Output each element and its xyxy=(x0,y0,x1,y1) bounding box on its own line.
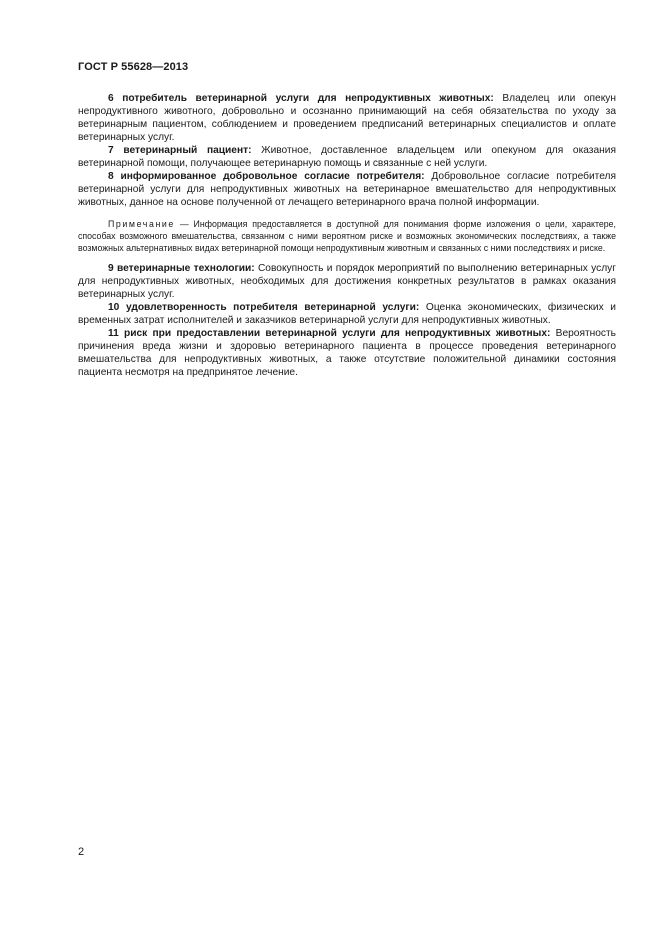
term-definition: Добровольное согласие потребителя ветеринарной услуги для непродуктивных животных на ветеринарное вмешательство для непродуктивных животных, данное на основе полученной от лечащего ветеринарного врача полной информации. xyxy=(78,171,616,208)
term-6 xyxy=(78,92,616,144)
term-title: ветеринарный пациент: xyxy=(123,145,252,156)
term-paragraph xyxy=(78,327,616,379)
term-number: 9 xyxy=(108,263,114,274)
term-definition: Оценка экономических, физических и временных затрат исполнителей и заказчиков ветеринарной услуги для непродуктивных животных. xyxy=(78,302,616,326)
term-title: удовлетворенность потребителя ветеринарной услуги: xyxy=(125,302,420,313)
term-definition: Животное, доставленное владельцем или опекуном для оказания ветеринарной помощи, получающее ветеринарную помощь и связанные с ней услуги. xyxy=(78,145,616,169)
standard-code-header: ГОСТ Р 55628—2013 xyxy=(78,61,189,73)
term-10 xyxy=(78,301,616,327)
page-number: 2 xyxy=(78,846,85,858)
term-11 xyxy=(78,327,616,379)
term-number: 10 xyxy=(108,302,120,313)
term-number: 6 xyxy=(108,93,114,104)
term-title: ветеринарные технологии: xyxy=(116,263,255,274)
note-text: Информация предоставляется в доступной для понимания форме изложения о цели, характере, способах возможного вмешательства, связанном с ними вероятном риске и возможных экономических последствиях, а также возможных альтернативных видах ветеринарной помощи непродуктивным животным и связанных с ними последствиях и риске. xyxy=(78,219,617,253)
term-title: информированное добровольное согласие потребителя: xyxy=(120,171,425,182)
term-paragraph xyxy=(78,301,616,327)
term-paragraph xyxy=(78,170,616,209)
term-number: 8 xyxy=(108,171,114,182)
term-paragraph xyxy=(78,144,616,170)
term-paragraph xyxy=(78,92,616,144)
page-content xyxy=(78,92,616,379)
term-definition: Вероятность причинения вреда жизни и здоровью ветеринарного пациента в процессе проведения ветеринарного вмешательства для непродуктивных животных, а также отсутствие положительной динамики состояния пациента несмотря на предпринятое лечение. xyxy=(78,328,616,378)
note-label: Примечание xyxy=(108,219,175,229)
term-definition: Совокупность и порядок мероприятий по выполнению ветеринарных услуг для непродуктивных животных, необходимых для достижения конкретных результатов в рамках оказания ветеринарных услуг. xyxy=(78,263,616,300)
term-number: 7 xyxy=(108,145,114,156)
term-9 xyxy=(78,262,616,301)
term-8 xyxy=(78,170,616,209)
term-number: 11 xyxy=(108,328,119,339)
term-paragraph xyxy=(78,262,616,301)
term-definition: Владелец или опекун непродуктивного животного, добровольно и осознанно принимающий на себя обязательства по уходу за ветеринарным пациентом, соблюдением и проведением предписаний ветеринарных специалистов и оплате ветеринарных услуг. xyxy=(78,93,616,143)
term-title: потребитель ветеринарной услуги для непродуктивных животных: xyxy=(122,93,494,104)
note-block xyxy=(78,218,616,254)
note-dash: — xyxy=(179,219,189,229)
term-title: риск при предоставлении ветеринарной услуги для непродуктивных животных: xyxy=(124,328,551,339)
term-7 xyxy=(78,144,616,170)
